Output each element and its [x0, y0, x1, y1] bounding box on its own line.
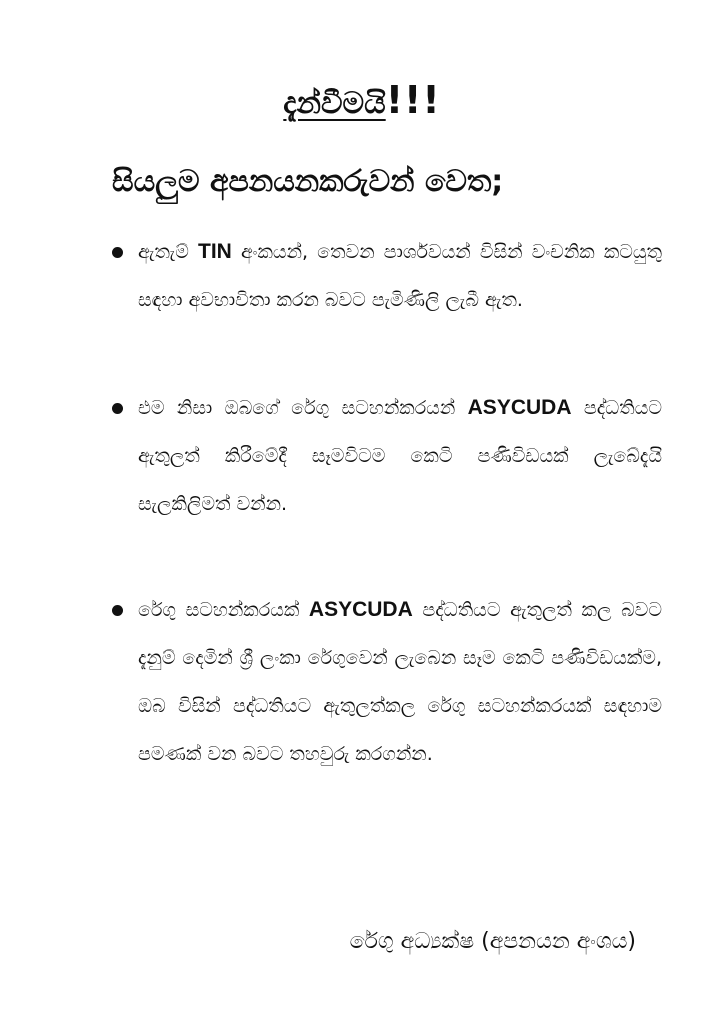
bullet-dot-icon	[112, 247, 123, 258]
bullet-term: ASYCUDA	[308, 598, 413, 621]
notice-title-word: දැන්වීමයි	[283, 86, 386, 121]
bullet-text-post: පද්ධතියට ඇතුලත් කල බවට දැනුම් දෙමින් ශ්‍රී ලංකා රේගුවෙන් ලැබෙන සෑම කෙටි පණිවිඩයක්ම, ඔබ විසින් පද්ධතියට ඇතුලත්කල රේගු සටහන්කරයක් සඳහාම පමණක් වන බවට තහවුරු කරගන්න.	[138, 599, 663, 765]
bullet-text-pre: රේගු සටහන්කරයක්	[138, 599, 309, 621]
bullet-text-pre: ඇතැම්	[138, 241, 199, 263]
signature-line: රේගු අධ්‍යක්ෂ (අපනයන අංශය)	[349, 929, 636, 954]
recipient-line: සියලුම අපනයනකරුවන් වෙත;	[112, 164, 504, 199]
bullet-text-pre: එම නිසා ඔබගේ රේගු සටහන්කරයන්	[138, 397, 468, 419]
bullet-item-sms-check	[110, 384, 662, 528]
bullet-term: ASYCUDA	[467, 396, 572, 419]
bullet-item-text	[138, 586, 662, 778]
bullet-item-text	[138, 228, 662, 324]
bullet-dot-icon	[112, 605, 123, 616]
bullet-text-post: අංකයන්, තෙවන පාර්ශවයන් විසින් වංචනික කටයුතු සඳහා අවභාවිතා කරන බවට පැමිණිලි ලැබී ඇත.	[138, 241, 663, 311]
bullet-term: TIN	[198, 240, 232, 263]
bullet-item-tin-misuse	[110, 228, 662, 324]
bullet-dot-icon	[112, 403, 123, 414]
notice-bullet-list	[110, 228, 662, 778]
notice-title-exclamation-marks: !!!	[385, 78, 441, 122]
bullet-item-sms-confirm	[110, 586, 662, 778]
notice-title	[0, 78, 724, 126]
bullet-text-post: පද්ධතියට ඇතුලත් කිරීමේදී සෑමවිටම කෙටි පණිවිඩයක් ලැබේදැයි සැලකිලිමත් වන්න.	[138, 397, 662, 515]
bullet-item-text	[138, 384, 662, 528]
